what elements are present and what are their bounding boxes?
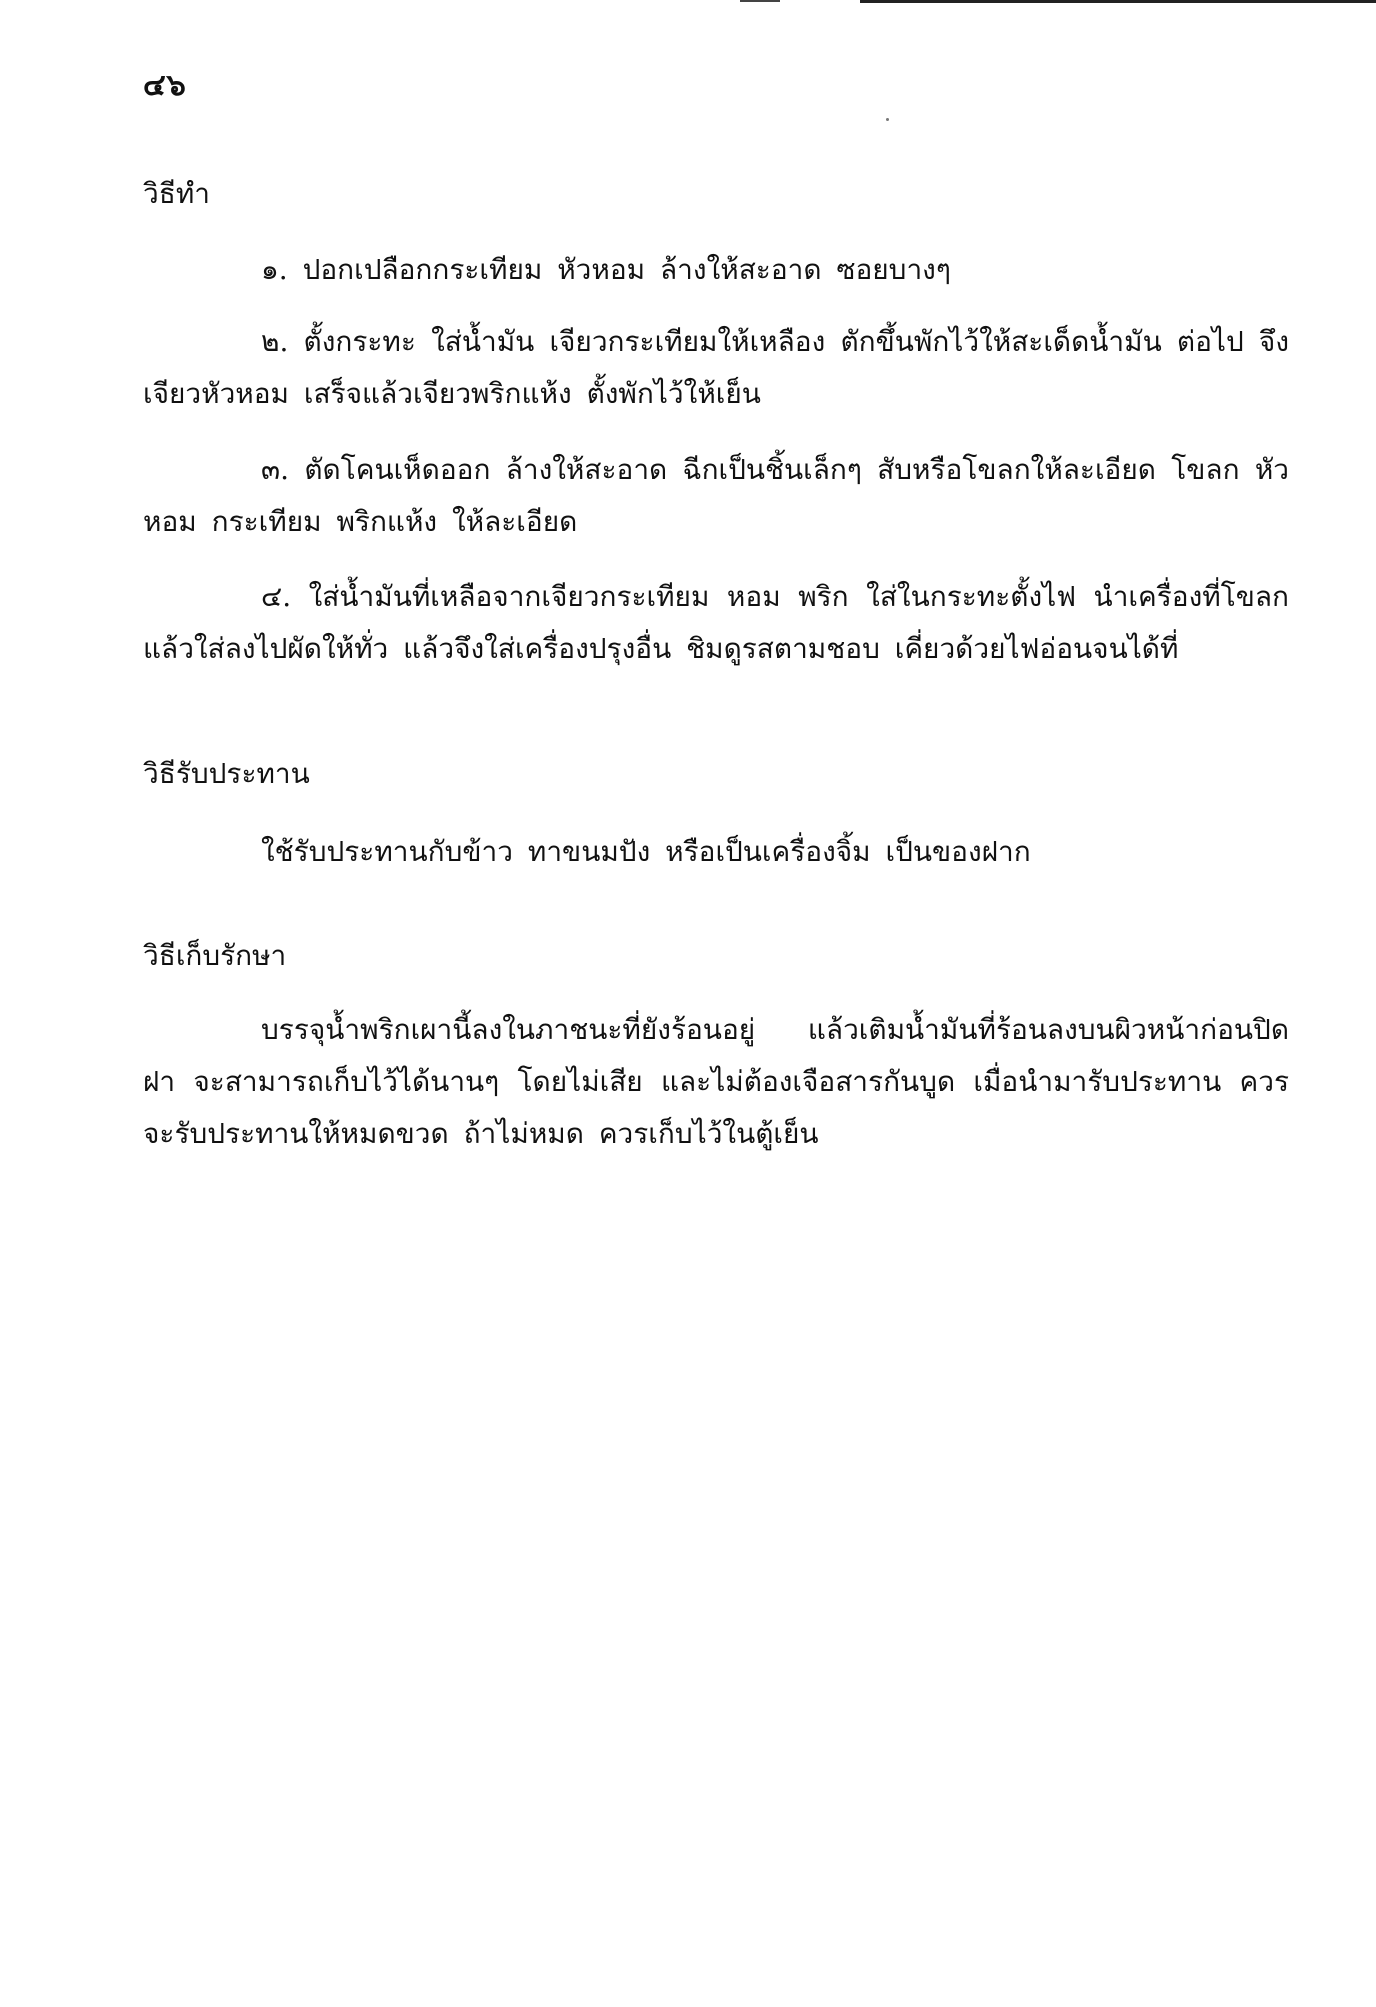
storage-text: บรรจุน้ำพริกเผานี้ลงในภาชนะที่ยังร้อนอยู่ แล้วเติมน้ำมันที่ร้อนลงบนผิวหน้าก่อนปิด ฝา จะสามารถเก็บไว้ได้นานๆ โดยไม่เสีย และไม่ต้องเจือสารกันบูด เมื่อนำมารับประทาน ควร จะรับประทานให้หมดขวด ถ้าไม่หมด ควรเก็บไว้ในตู้เย็น xyxy=(143,1013,1289,1150)
scan-edge-line xyxy=(740,0,780,2)
method-step-3: ๓. ตัดโคนเห็ดออก ล้างให้สะอาด ฉีกเป็นชิ้นเล็กๆ สับหรือโขลกให้ละเอียด โขลก หัวหอม กระเทียม พริกแห้ง ให้ละเอียด xyxy=(143,453,1289,538)
method-step-4: ๔. ใส่น้ำมันที่เหลือจากเจียวกระเทียม หอม พริก ใส่ในกระทะตั้งไฟ นำเครื่องที่โขลก แล้วใส่ลงไปผัดให้ทั่ว แล้วจึงใส่เครื่องปรุงอื่น ชิมดูรสตามชอบ เคี่ยวด้วยไฟอ่อนจนได้ที่ xyxy=(143,580,1289,665)
method-step-1: ๑. ปอกเปลือกกระเทียม หัวหอม ล้างให้สะอาด ซอยบางๆ xyxy=(261,253,951,286)
scan-speck xyxy=(886,118,889,121)
serving-text: ใช้รับประทานกับข้าว ทาขนมปัง หรือเป็นเครื่องจิ้ม เป็นของฝาก xyxy=(261,835,1031,868)
method-step-2: ๒. ตั้งกระทะ ใส่น้ำมัน เจียวกระเทียมให้เหลือง ตักขึ้นพักไว้ให้สะเด็ดน้ำมัน ต่อไป จึงเจียวหัวหอม เสร็จแล้วเจียวพริกแห้ง ตั้งพักไว้ให้เย็น xyxy=(143,325,1289,410)
page-number: ๔๖ xyxy=(143,68,187,103)
section-heading-storage: วิธีเก็บรักษา xyxy=(143,939,287,972)
section-heading-serving: วิธีรับประทาน xyxy=(143,757,310,790)
section-heading-method: วิธีทำ xyxy=(143,177,210,210)
scan-edge-line xyxy=(860,0,1376,3)
